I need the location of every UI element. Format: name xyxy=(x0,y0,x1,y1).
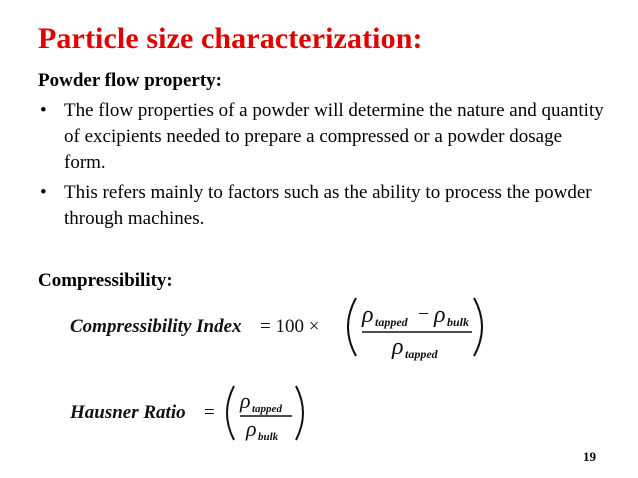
section-heading-compressibility: Compressibility: xyxy=(38,270,173,291)
bullet-list xyxy=(38,98,608,236)
tapped-subscript: tapped xyxy=(252,403,282,415)
bullet-icon: • xyxy=(40,182,47,203)
minus-sign: − xyxy=(418,303,430,325)
equals-sign: = xyxy=(204,402,215,423)
bulk-subscript: bulk xyxy=(258,431,279,442)
bullet-icon: • xyxy=(40,100,47,121)
rho-symbol: ρ xyxy=(246,416,257,441)
bulk-subscript: bulk xyxy=(447,315,470,329)
bullet-text: This refers mainly to factors such as the ability to process the powder through machines. xyxy=(64,182,592,229)
bullet-item xyxy=(38,98,608,176)
equals-100-times: = 100 × xyxy=(260,316,320,337)
bullet-text: The flow properties of a powder will determine the nature and quantity of excipients needed to prepare a compressed or a powder dosage form. xyxy=(64,100,604,173)
hausner-ratio-formula xyxy=(70,382,320,442)
compressibility-index-formula xyxy=(70,292,500,362)
rho-symbol: ρ xyxy=(434,302,446,328)
slide-title: Particle size characterization: xyxy=(38,22,423,55)
hausner-ratio-label: Hausner Ratio xyxy=(70,402,186,423)
page-number: 19 xyxy=(583,449,596,464)
left-paren xyxy=(227,386,234,440)
bullet-item xyxy=(38,180,608,232)
section-heading-powder-flow: Powder flow property: xyxy=(38,70,222,91)
left-paren xyxy=(348,298,356,356)
tapped-subscript: tapped xyxy=(375,315,408,329)
rho-symbol: ρ xyxy=(240,388,251,413)
rho-symbol: ρ xyxy=(362,302,374,328)
right-paren xyxy=(474,298,482,356)
rho-symbol: ρ xyxy=(392,334,404,360)
right-paren xyxy=(296,386,303,440)
compressibility-index-label: Compressibility Index xyxy=(70,316,242,337)
tapped-subscript: tapped xyxy=(405,347,438,361)
